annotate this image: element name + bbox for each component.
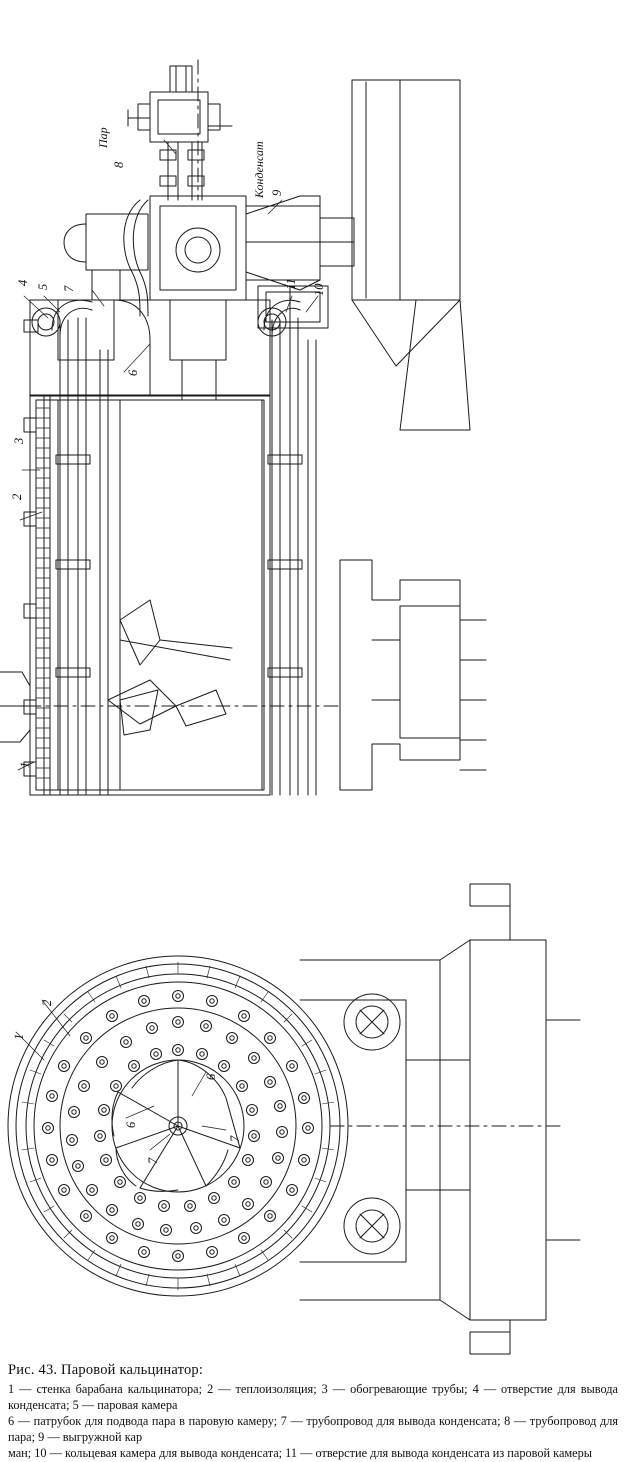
section-view <box>8 884 580 1354</box>
figure-caption <box>8 1362 618 1462</box>
callout-section-1: 1 <box>12 1033 26 1040</box>
callout-6: 6 <box>126 369 140 376</box>
label-steam: Пар <box>96 127 110 148</box>
callout-7: 7 <box>62 285 76 292</box>
elevation-view <box>0 60 486 795</box>
callout-section-7b: 7 <box>228 1135 242 1142</box>
callout-3: 3 <box>12 437 26 444</box>
callout-5: 5 <box>36 283 50 290</box>
label-condensate: Конденсат <box>252 141 266 198</box>
legend-line-3: ман; 10 — кольцевая камера для вывода конденсата; 11 — отверстие для вывода конденсата из паровой камеры <box>8 1445 593 1460</box>
callout-9: 9 <box>270 189 284 196</box>
callout-10: 10 <box>312 283 326 296</box>
callout-11: 11 <box>284 278 298 290</box>
figure-title: Рис. 43. Паровой кальцинатор: <box>8 1362 204 1378</box>
legend-line-1: 1 — стенка барабана кальцинатора; 2 — теплоизоляция; 3 — обогревающие трубы; 4 — отверстие для вывода конденсата; 5 — паровая камера <box>8 1382 618 1412</box>
callout-1: 1 <box>18 761 32 768</box>
callout-section-2: 2 <box>40 999 54 1006</box>
legend-line-2: 6 — патрубок для подвода пара в паровую камеру; 7 — трубопровод для вывода конденсата; 8 — трубопровод для пара; 9 — выгружной кар <box>8 1413 618 1444</box>
callout-section-6b: 6 <box>204 1073 218 1080</box>
callout-8: 8 <box>112 161 126 168</box>
callout-2: 2 <box>10 493 24 500</box>
callout-4: 4 <box>16 279 30 286</box>
callout-section-7a: 7 <box>146 1157 160 1164</box>
callout-section-6a: 6 <box>124 1121 138 1128</box>
